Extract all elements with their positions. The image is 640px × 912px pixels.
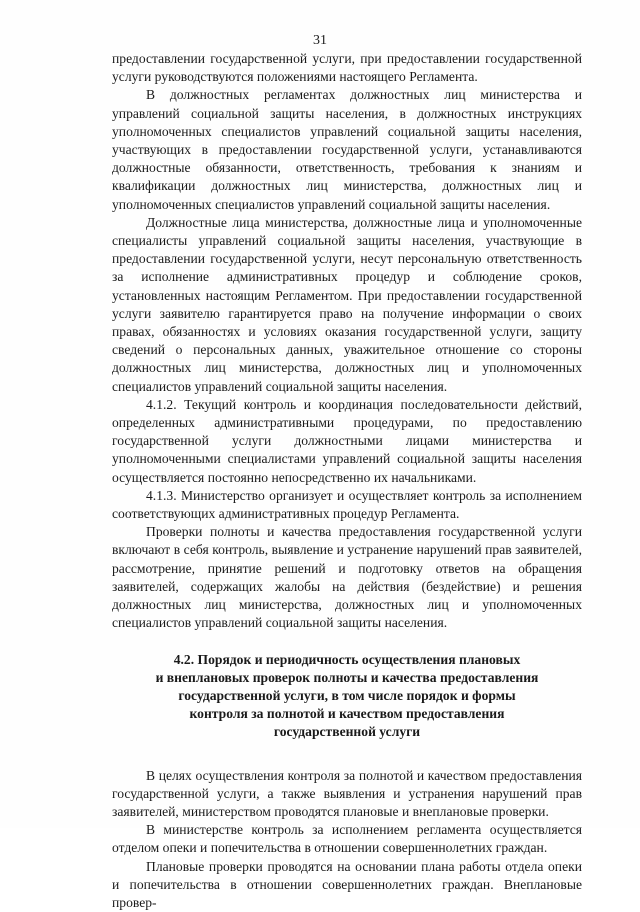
paragraph: Плановые проверки проводятся на основании плана работы отдела опеки и попечительства в отношении совершеннолетних граждан. Внеплановые провер- [112, 858, 582, 910]
paragraph: 4.1.3. Министерство организует и осуществляет контроль за исполнением соответствующих административных процедур Регламента. [112, 487, 582, 522]
section-heading-line: 4.2. Порядок и периодичность осуществления плановых [173, 651, 521, 667]
paragraph: В целях осуществления контроля за полнотой и качеством предоставления государственной услуги, а также выявления и устранения нарушений прав заявителей, министерством проводятся плановые и внеплановые проверки. [112, 767, 582, 819]
paragraph: Проверки полноты и качества предоставления государственной услуги включают в себя контроль, выявление и устранение нарушений прав заявителей, рассмотрение, принятие решений и подготовку ответов на обращения заявителей, содержащих жалобы на действия (бездействие) и решения должностных лиц министерства, должностных лиц и уполномоченных специалистов управлений социальной защиты населения. [112, 524, 582, 631]
section-heading-line: государственной услуги, в том числе порядок и формы [178, 687, 516, 703]
paragraph: В должностных регламентах должностных лиц министерства и управлений социальной защиты населения, в должностных инструкциях уполномоченных специалистов управлений социальной защиты населения, участвующих в предоставлении государственной услуги, устанавливаются должностные обязанности, ответственность, требования к знаниям и квалификации должностных лиц министерства, должностных лиц и уполномоченных специалистов управлений социальной защиты населения. [112, 87, 582, 212]
section-heading-line: государственной услуги [273, 724, 421, 740]
paragraph: В министерстве контроль за исполнением регламента осуществляется отделом опеки и попечительства в отношении совершеннолетних граждан. [112, 822, 582, 856]
section-heading-line: и внеплановых проверок полноты и качества предоставления [155, 669, 539, 685]
paragraph: предоставлении государственной услуги, при предоставлении государственной услуги руководствуются положениями настоящего Регламента. [112, 51, 582, 85]
page-number: 31 [313, 33, 327, 48]
section-heading [112, 651, 582, 742]
document-body [112, 50, 582, 912]
section-heading-line: контроля за полнотой и качеством предоставления [189, 706, 505, 722]
paragraph: Должностные лица министерства, должностные лица и уполномоченные специалисты управлений социальной защиты населения, участвующие в предоставлении государственной услуги, несут персональную ответственность за исполнение административных процедур и соблюдение сроков, установленных настоящим Регламентом. При предоставлении государственной услуги заявителю гарантируется право на получение информации о своих правах, обязанностях и условиях оказания государственной услуги, защиту сведений о персональных данных, уважительное отношение со стороны должностных лиц министерства, должностных лиц и уполномоченных специалистов управлений социальной защиты населения. [112, 214, 582, 394]
paragraph: 4.1.2. Текущий контроль и координация последовательности действий, определенных административными процедурами, по предоставлению государственной услуги должностными лицами министерства и уполномоченными специалистами управлений социальной защиты населения осуществляется постоянно непосредственно их начальниками. [112, 396, 582, 485]
